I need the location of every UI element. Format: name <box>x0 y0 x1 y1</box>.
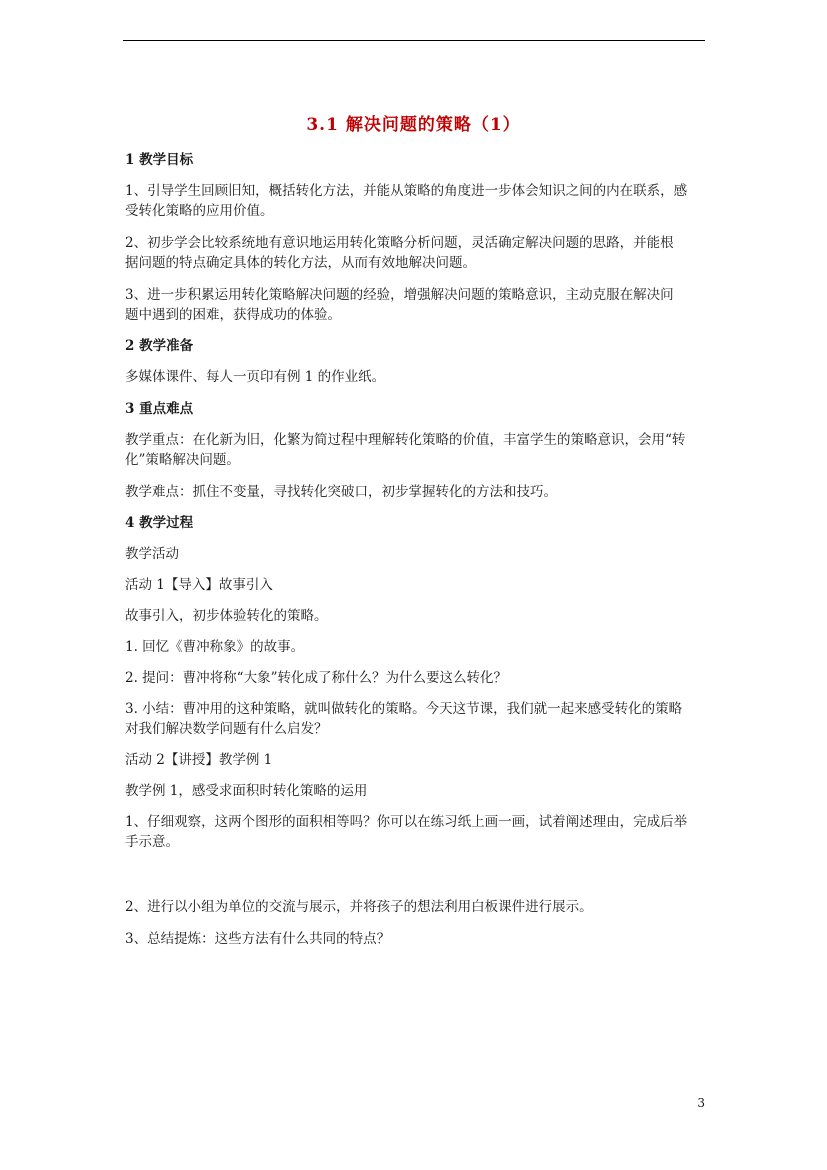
section-heading <box>125 336 710 356</box>
paragraph <box>125 544 710 564</box>
text-line: 1. 回忆《曹冲称象》的故事。 <box>125 639 305 655</box>
paragraph <box>125 482 710 502</box>
text-line: 2、进行以小组为单位的交流与展示，并将孩子的想法利用白板课件进行展示。 <box>125 899 593 915</box>
document-body <box>125 150 710 949</box>
paragraph <box>125 637 710 657</box>
text-line: 3 重点难点 <box>125 401 194 417</box>
text-line: 教学例 1，感受求面积时转化策略的运用 <box>125 783 368 799</box>
header-rule <box>123 40 705 41</box>
paragraph <box>125 575 710 595</box>
text-line: 活动 2【讲授】教学例 1 <box>125 752 273 768</box>
paragraph <box>125 699 710 739</box>
text-line: 2、初步学会比较系统地有意识地运用转化策略分析问题，灵活确定解决问题的思路，并能根 <box>125 235 674 251</box>
paragraph <box>125 606 710 626</box>
text-line: 3、总结提炼：这些方法有什么共同的特点？ <box>125 931 391 947</box>
paragraph <box>125 668 710 688</box>
text-line: 化”策略解决问题。 <box>125 452 240 468</box>
text-line: 4 教学过程 <box>125 515 194 531</box>
text-line: 教学活动 <box>125 546 179 562</box>
text-line: 2 教学准备 <box>125 338 194 354</box>
text-line: 题中遇到的困难，获得成功的体验。 <box>125 307 341 323</box>
section-heading <box>125 399 710 419</box>
text-line: 受转化策略的应用价值。 <box>125 203 274 219</box>
text-line: 对我们解决数学问题有什么启发？ <box>125 721 328 737</box>
text-line: 教学难点：抓住不变量，寻找转化突破口，初步掌握转化的方法和技巧。 <box>125 484 557 500</box>
page-title: 3.1 解决问题的策略（1） <box>306 115 521 135</box>
text-line: 多媒体课件、每人一页印有例 1 的作业纸。 <box>125 369 386 385</box>
text-line: 3、进一步积累运用转化策略解决问题的经验，增强解决问题的策略意识，主动克服在解决问 <box>125 287 674 303</box>
paragraph <box>125 750 710 770</box>
paragraph <box>125 781 710 801</box>
paragraph <box>125 812 710 852</box>
text-line: 1 教学目标 <box>125 152 194 168</box>
page-number: 3 <box>697 1096 705 1110</box>
paragraph <box>125 367 710 387</box>
section-heading <box>125 513 710 533</box>
section-heading <box>125 150 710 170</box>
paragraph <box>125 897 710 917</box>
paragraph <box>125 181 710 221</box>
text-line: 教学重点：在化新为旧，化繁为简过程中理解转化策略的价值，丰富学生的策略意识，会用“转 <box>125 432 686 448</box>
text-line: 2. 提问：曹冲将称“大象”转化成了称什么？为什么要这么转化？ <box>125 670 507 686</box>
paragraph <box>125 285 710 325</box>
text-line: 据问题的特点确定具体的转化方法，从而有效地解决问题。 <box>125 255 476 271</box>
text-line: 活动 1【导入】故事引入 <box>125 577 273 593</box>
text-line: 1、引导学生回顾旧知，概括转化方法，并能从策略的角度进一步体会知识之间的内在联系，感 <box>125 183 688 199</box>
text-line: 1、仔细观察，这两个图形的面积相等吗？你可以在练习纸上画一画，试着阐述理由，完成后举 <box>125 814 688 830</box>
text-line: 故事引入，初步体验转化的策略。 <box>125 608 328 624</box>
paragraph <box>125 430 710 470</box>
paragraph <box>125 233 710 273</box>
text-line: 3. 小结：曹冲用的这种策略，就叫做转化的策略。今天这节课，我们就一起来感受转化的策略 <box>125 701 683 717</box>
paragraph <box>125 929 710 949</box>
text-line: 手示意。 <box>125 834 179 850</box>
